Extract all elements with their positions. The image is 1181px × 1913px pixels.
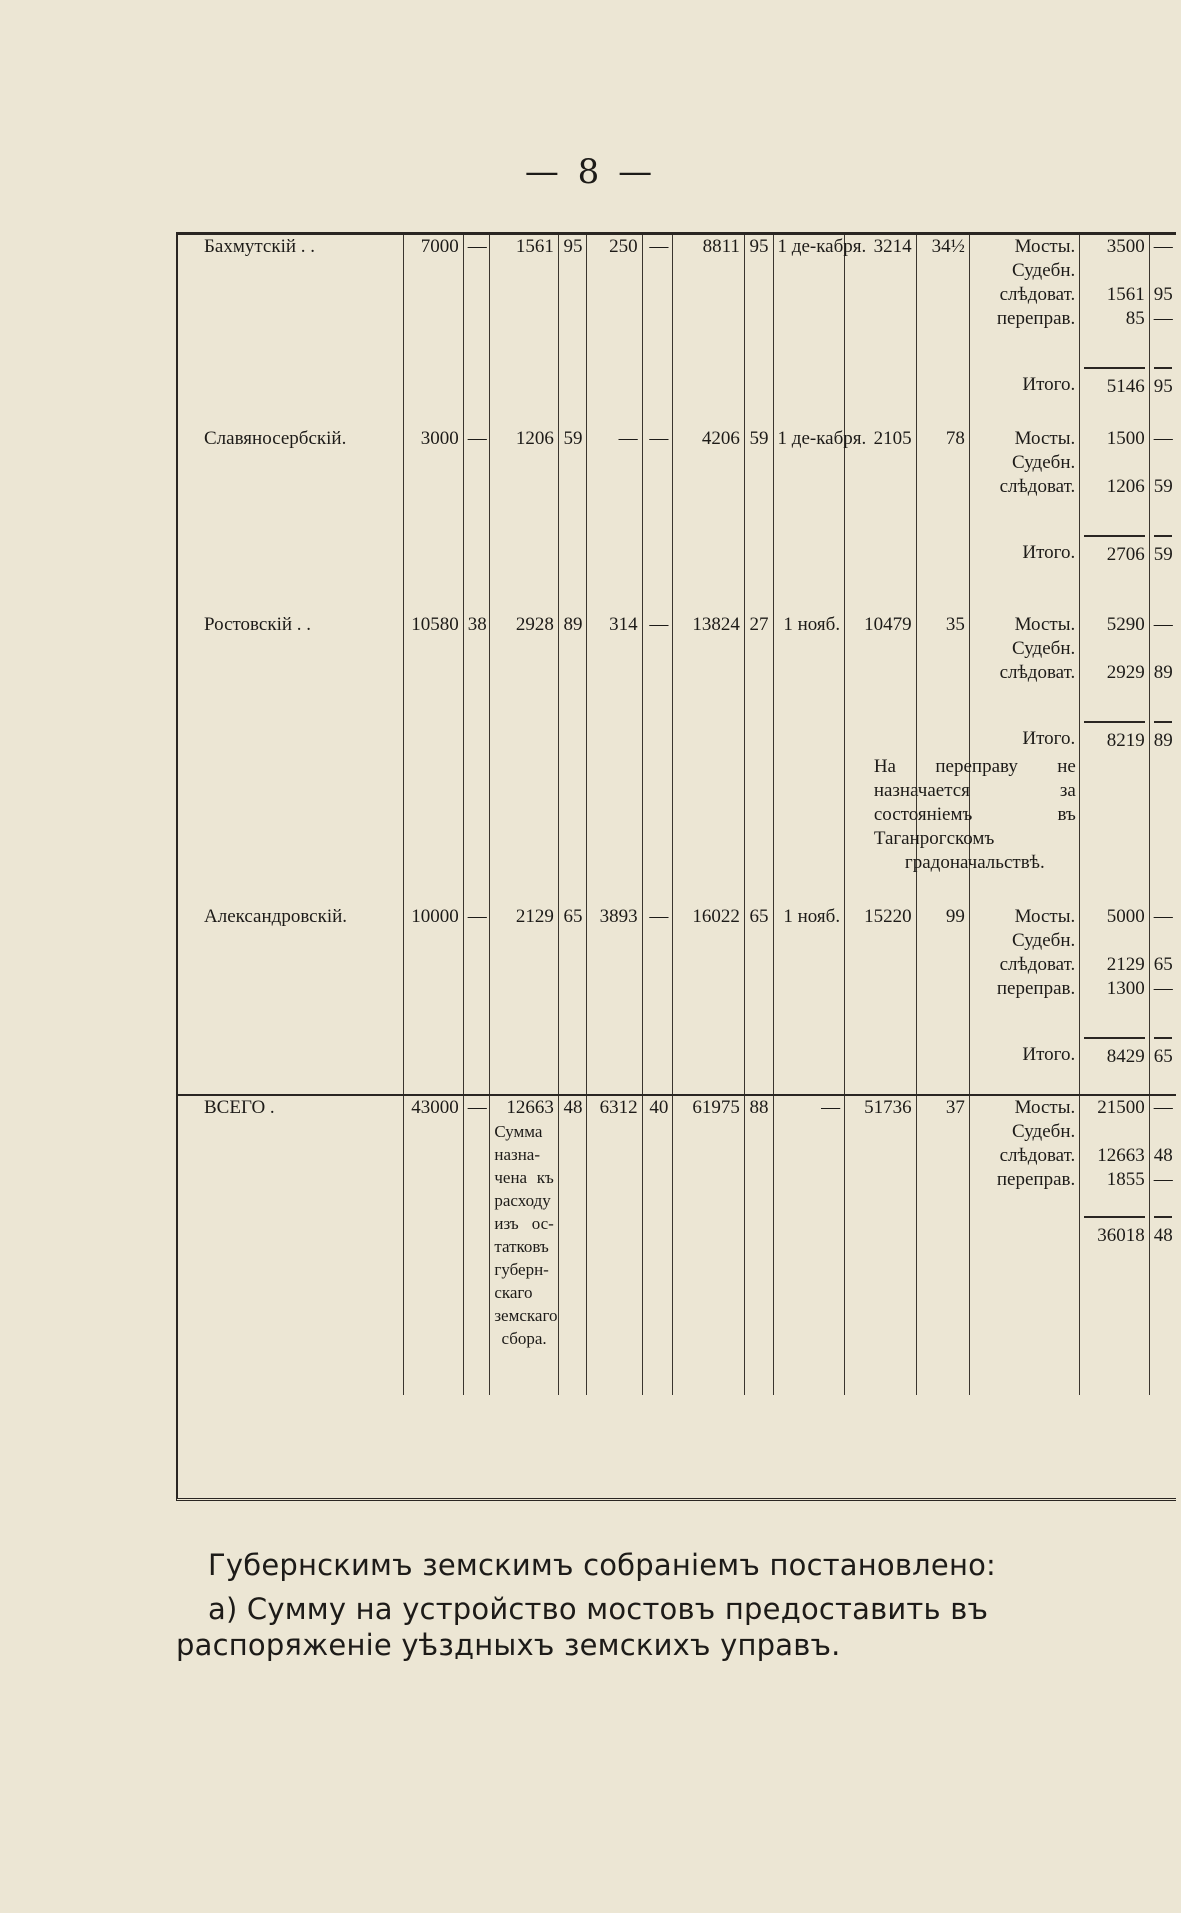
expense-rub: 1855 <box>1106 1169 1145 1190</box>
date-cell: 1 де-кабря. <box>773 427 845 613</box>
expense-label: Судебн. <box>1012 260 1076 281</box>
expense-kop <box>1154 929 1172 953</box>
expense-label: переправ. <box>996 1169 1076 1190</box>
expense-rubles <box>1080 1095 1150 1395</box>
expense-kop: — <box>1153 428 1173 449</box>
date-cell: 1 нояб. <box>773 905 845 1095</box>
amount-cell-c8: 27 <box>744 613 773 905</box>
expense-kop <box>1154 259 1172 283</box>
amount-cell-c9: 51736 <box>845 1095 917 1395</box>
expense-kop <box>1154 451 1172 475</box>
amount-cell-c2: — <box>463 905 490 1095</box>
district-name: ВСЕГО . <box>178 1095 404 1395</box>
amount-cell-c4: 59 <box>558 427 587 613</box>
expense-labels <box>969 1095 1079 1395</box>
amount-cell-c1: 10000 <box>404 905 463 1095</box>
amount-cell-c1: 10580 <box>404 613 463 905</box>
amount-cell-c3: 2129 <box>490 905 559 1095</box>
itogo-rub: 5146 <box>1084 367 1145 399</box>
itogo-label: Итого. <box>1022 728 1076 749</box>
itogo-rub: 36018 <box>1084 1216 1145 1248</box>
amount-cell-c10: 34½ <box>916 235 969 427</box>
amount-cell-c9: 3214 <box>845 235 917 427</box>
expense-kop: 89 <box>1153 662 1173 683</box>
amount-cell-c3: 1561 <box>490 235 559 427</box>
amount-cell-c8: 65 <box>744 905 773 1095</box>
expense-kopecks <box>1149 427 1176 613</box>
expense-kop: — <box>1153 906 1173 927</box>
expense-kop: — <box>1153 236 1173 257</box>
expense-label: переправ. <box>996 978 1076 999</box>
amount-cell-c6: 40 <box>642 1095 673 1395</box>
expense-kopecks <box>1149 905 1176 1095</box>
total-row <box>178 1095 1176 1395</box>
itogo-kop: 59 <box>1154 535 1172 567</box>
expense-rub: 12663 <box>1097 1145 1145 1166</box>
expense-rub <box>1084 259 1145 283</box>
expense-rubles <box>1080 905 1150 1095</box>
expense-label: переправ. <box>996 308 1076 329</box>
expense-label: Судебн. <box>1012 1121 1076 1142</box>
itogo-kop: 95 <box>1154 367 1172 399</box>
expense-labels <box>969 427 1079 613</box>
amount-cell-c5: — <box>587 427 642 613</box>
amount-cell-c5: 3893 <box>587 905 642 1095</box>
itogo-label: Итого. <box>1022 542 1076 563</box>
expense-rub: 21500 <box>1097 1097 1145 1118</box>
source-note: Сумма назна-чена къ расходу изъ ос-татковъ губерн-скаго земскаго сбора. <box>494 1122 558 1348</box>
district-name: Славяносербскій. <box>204 428 347 449</box>
expense-rub: 5290 <box>1106 614 1145 635</box>
expense-rub: 2929 <box>1106 662 1145 683</box>
expense-rubles <box>1080 235 1150 427</box>
amount-cell-c5: 250 <box>587 235 642 427</box>
amount-cell-c1: 3000 <box>404 427 463 613</box>
expense-label: Мосты. <box>1014 906 1076 927</box>
expense-label: Мосты. <box>1014 236 1076 257</box>
expense-label: Судебн. <box>1012 638 1076 659</box>
itogo-rub: 2706 <box>1084 535 1145 567</box>
expense-rub <box>1084 929 1145 953</box>
budget-table <box>176 232 1176 1501</box>
amount-value: 12663 <box>506 1097 554 1118</box>
amount-cell-c9: 2105 <box>845 427 917 613</box>
resolution-paragraph-a: а) Сумму на устройство мостовъ предоставить въ распоряженіе уѣздныхъ земскихъ управъ. <box>176 1592 989 1662</box>
expense-kop: — <box>1153 978 1173 999</box>
district-row <box>178 613 1176 905</box>
district-name: Бахмутскій . . <box>204 236 316 257</box>
amount-cell-c6: — <box>642 613 673 905</box>
expense-label: Мосты. <box>1014 1097 1076 1118</box>
expense-labels <box>969 235 1079 427</box>
amount-cell-c10: 78 <box>916 427 969 613</box>
budget-table-grid <box>178 235 1176 1395</box>
expense-kopecks <box>1149 613 1176 905</box>
expense-label: слѣдоват. <box>999 954 1076 975</box>
amount-cell-c7: 61975 <box>673 1095 745 1395</box>
expense-kop: — <box>1153 1097 1173 1118</box>
resolution-heading: Губернскимъ земскимъ собраніемъ постановлено: <box>208 1548 997 1582</box>
amount-cell-c3: 1206 <box>490 427 559 613</box>
expense-kop <box>1154 637 1172 661</box>
district-note: На переправу не назначается за состояніемъ въ Таганрогскомъ градоначальствѣ. <box>873 756 1076 873</box>
expense-rub: 1500 <box>1106 428 1145 449</box>
amount-cell-c10: 37 <box>916 1095 969 1395</box>
expense-rub: 1206 <box>1106 476 1145 497</box>
amount-cell-c8: 95 <box>744 235 773 427</box>
date-cell: — <box>773 1095 845 1395</box>
expense-rub: 5000 <box>1106 906 1145 927</box>
amount-cell-c2: — <box>463 1095 490 1395</box>
expense-label: Судебн. <box>1012 930 1076 951</box>
expense-kop: 65 <box>1153 954 1173 975</box>
expense-rubles <box>1080 427 1150 613</box>
expense-kop: 95 <box>1153 284 1173 305</box>
itogo-label <box>974 1216 1075 1246</box>
amount-cell-c7: 16022 <box>673 905 745 1095</box>
district-row <box>178 427 1176 613</box>
district-name: Ростовскій . . <box>204 614 312 635</box>
itogo-rub: 8429 <box>1084 1037 1145 1069</box>
expense-label: Мосты. <box>1014 428 1076 449</box>
expense-kopecks <box>1149 1095 1176 1395</box>
expense-rub: 3500 <box>1106 236 1145 257</box>
itogo-kop: 89 <box>1154 721 1172 753</box>
district-row <box>178 235 1176 427</box>
expense-kop: — <box>1153 308 1173 329</box>
itogo-kop: 48 <box>1154 1216 1172 1248</box>
expense-rub: 2129 <box>1106 954 1145 975</box>
amount-cell-c5: 314 <box>587 613 642 905</box>
page-number: — 8 — <box>524 152 657 192</box>
expense-label: слѣдоват. <box>999 1145 1076 1166</box>
expense-kop <box>1154 1120 1172 1144</box>
expense-label: слѣдоват. <box>999 662 1076 683</box>
expense-rub: 1561 <box>1106 284 1145 305</box>
amount-cell-c7: 4206 <box>673 427 745 613</box>
itogo-label: Итого. <box>1022 374 1076 395</box>
amount-cell-c4: 95 <box>558 235 587 427</box>
expense-kop: — <box>1153 614 1173 635</box>
amount-cell-c9: 10479 <box>845 613 917 905</box>
expense-label: Судебн. <box>1012 452 1076 473</box>
amount-cell-c6: — <box>642 235 673 427</box>
expense-rub <box>1084 451 1145 475</box>
district-name: Александровскій. <box>204 906 348 927</box>
amount-cell-c2: — <box>463 235 490 427</box>
amount-cell-c10: 99 <box>916 905 969 1095</box>
amount-cell-c2: 38 <box>463 613 490 905</box>
amount-cell-c1: 43000 <box>404 1095 463 1395</box>
expense-kop: 48 <box>1153 1145 1173 1166</box>
expense-kop: 59 <box>1153 476 1173 497</box>
expense-rub: 85 <box>1125 308 1145 329</box>
amount-cell-c6: — <box>642 427 673 613</box>
itogo-kop: 65 <box>1154 1037 1172 1069</box>
amount-cell-c6: — <box>642 905 673 1095</box>
amount-cell-c5: 6312 <box>587 1095 642 1395</box>
amount-cell-c7: 8811 <box>673 235 745 427</box>
expense-label: Мосты. <box>1014 614 1076 635</box>
expense-labels <box>969 905 1079 1095</box>
amount-cell-c4: 48 <box>558 1095 587 1395</box>
amount-cell-c8: 59 <box>744 427 773 613</box>
amount-cell-c10: 35 <box>916 613 969 905</box>
date-cell: 1 де-кабря. <box>773 235 845 427</box>
amount-cell-c4: 65 <box>558 905 587 1095</box>
date-cell: 1 нояб. <box>773 613 845 905</box>
expense-rubles <box>1080 613 1150 905</box>
amount-cell-c9: 15220 <box>845 905 917 1095</box>
expense-kopecks <box>1149 235 1176 427</box>
amount-cell-c7: 13824 <box>673 613 745 905</box>
expense-label: слѣдоват. <box>999 284 1076 305</box>
amount-cell-c2: — <box>463 427 490 613</box>
district-row <box>178 905 1176 1095</box>
itogo-rub: 8219 <box>1084 721 1145 753</box>
expense-rub <box>1084 637 1145 661</box>
itogo-label: Итого. <box>1022 1044 1076 1065</box>
amount-cell-c4: 89 <box>558 613 587 905</box>
amount-cell-c8: 88 <box>744 1095 773 1395</box>
expense-kop: — <box>1153 1169 1173 1190</box>
expense-rub <box>1084 1120 1145 1144</box>
expense-rub: 1300 <box>1106 978 1145 999</box>
amount-cell-c3 <box>490 1095 559 1395</box>
amount-cell-c3: 2928 <box>490 613 559 905</box>
expense-label: слѣдоват. <box>999 476 1076 497</box>
amount-cell-c1: 7000 <box>404 235 463 427</box>
